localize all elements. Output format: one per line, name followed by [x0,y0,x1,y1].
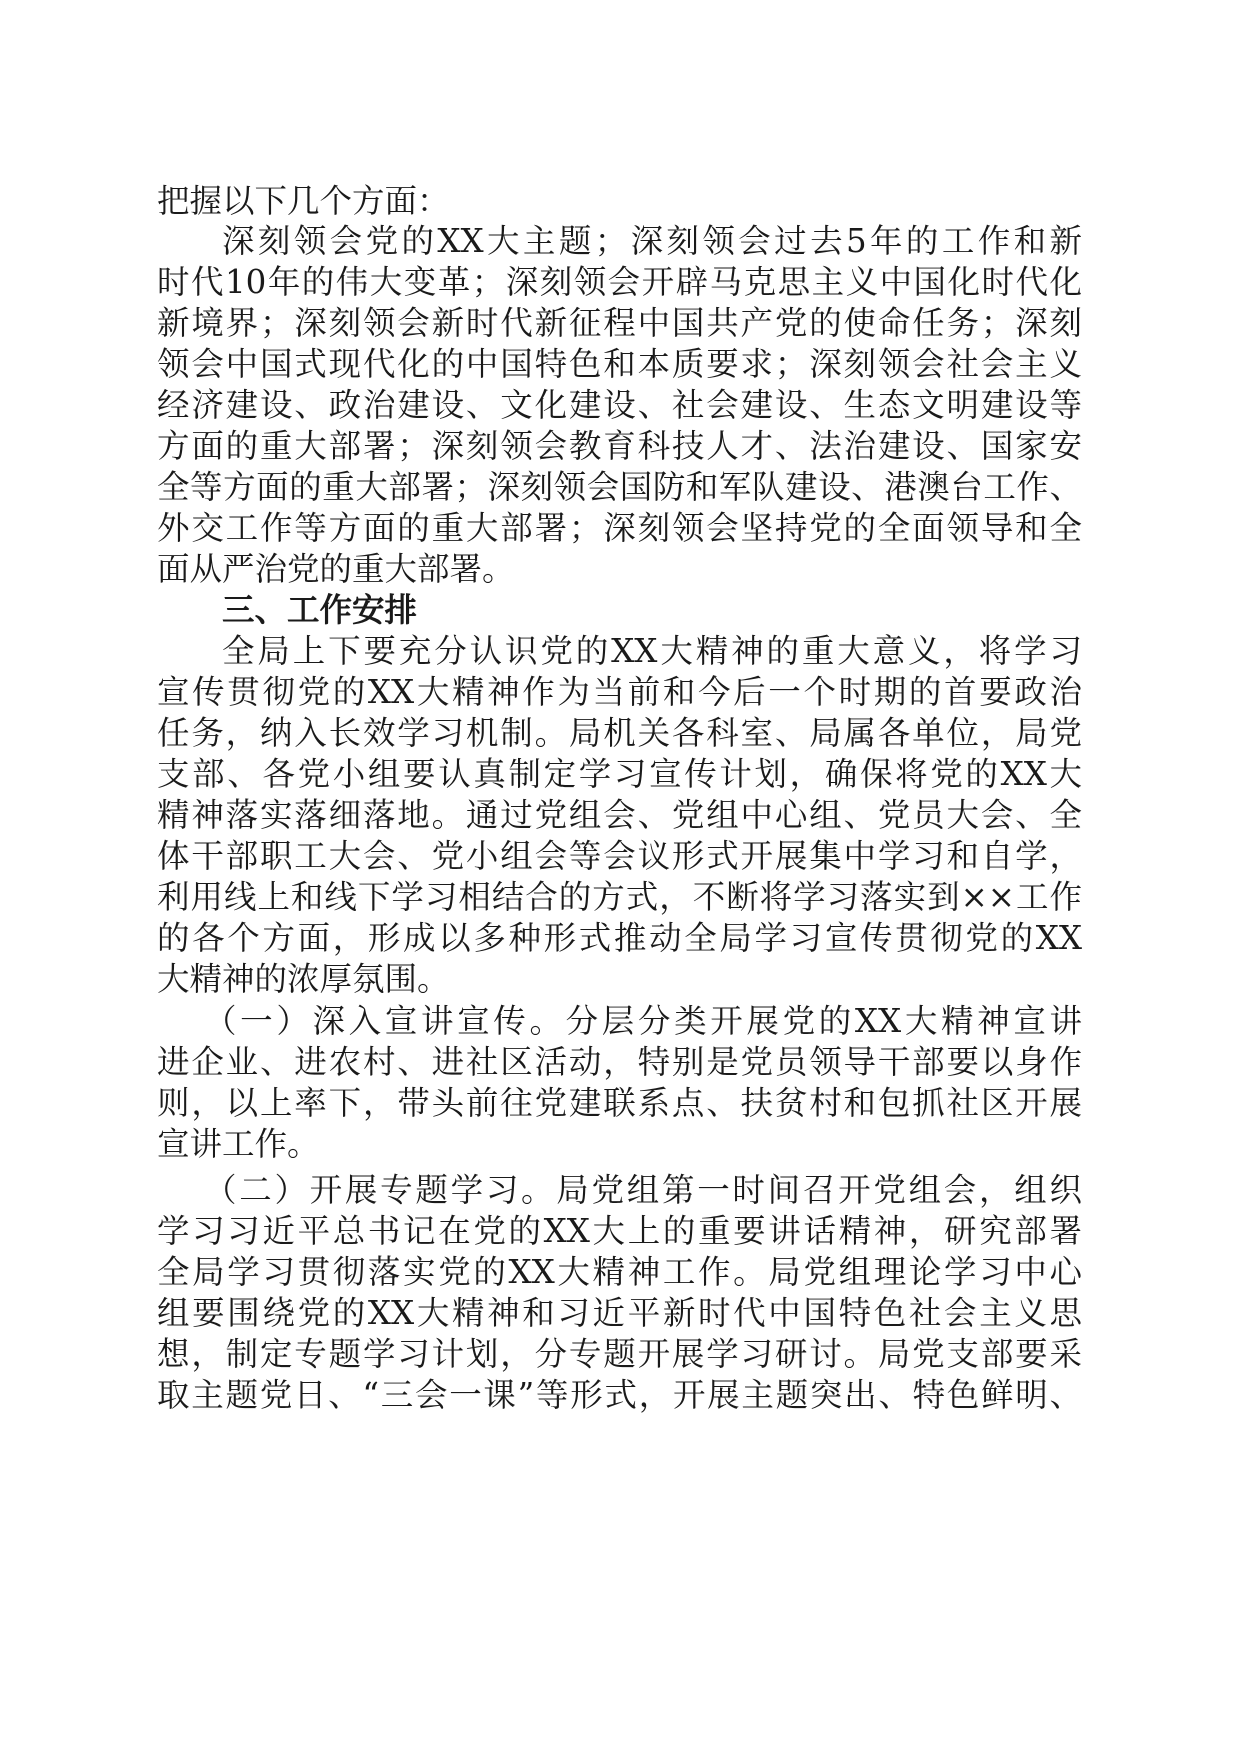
text-line: （二）开展专题学习。局党组第一时间召开党组会，组织 [204,1171,1082,1209]
text-line: 支部、各党小组要认真制定学习宣传计划，确保将党的XX大 [157,755,1082,793]
text-line: 方面的重大部署；深刻领会教育科技人才、法治建设、国家安 [157,427,1082,465]
text-line: 想，制定专题学习计划，分专题开展学习研讨。局党支部要采 [157,1335,1082,1373]
text-line: 深刻领会党的XX大主题；深刻领会过去5年的工作和新 [222,222,1082,260]
text-line: 时代10年的伟大变革；深刻领会开辟马克思主义中国化时代化 [157,263,1082,301]
text-line: 取主题党日、“三会一课”等形式，开展主题突出、特色鲜明、 [157,1376,1082,1414]
section-heading: 三、工作安排 [222,591,418,629]
text-line: 任务，纳入长效学习机制。局机关各科室、局属各单位，局党 [157,714,1082,752]
text-line: 宣讲工作。 [157,1125,320,1163]
text-line: 外交工作等方面的重大部署；深刻领会坚持党的全面领导和全 [157,509,1082,547]
text-line: 把握以下几个方面： [157,182,450,220]
text-line: 学习习近平总书记在党的XX大上的重要讲话精神，研究部署 [157,1212,1082,1250]
text-line: 面从严治党的重大部署。 [157,550,515,588]
text-line: 利用线上和线下学习相结合的方式，不断将学习落实到××工作 [157,878,1082,916]
text-line: 领会中国式现代化的中国特色和本质要求；深刻领会社会主义 [157,345,1082,383]
text-line: 全局上下要充分认识党的XX大精神的重大意义，将学习 [222,632,1082,670]
text-line: 精神落实落细落地。通过党组会、党组中心组、党员大会、全 [157,796,1082,834]
text-line: 经济建设、政治建设、文化建设、社会建设、生态文明建设等 [157,386,1082,424]
text-line: 进企业、进农村、进社区活动，特别是党员领导干部要以身作 [157,1043,1082,1081]
text-line: 则，以上率下，带头前往党建联系点、扶贫村和包抓社区开展 [157,1084,1082,1122]
text-line: 的各个方面，形成以多种形式推动全局学习宣传贯彻党的XX [157,919,1082,957]
text-line: 宣传贯彻党的XX大精神作为当前和今后一个时期的首要政治 [157,673,1082,711]
text-line: 大精神的浓厚氛围。 [157,960,450,998]
text-line: （一）深入宣讲宣传。分层分类开展党的XX大精神宣讲 [204,1002,1082,1040]
text-line: 全局学习贯彻落实党的XX大精神工作。局党组理论学习中心 [157,1253,1082,1291]
text-line: 全等方面的重大部署；深刻领会国防和军队建设、港澳台工作、 [157,468,1082,506]
text-line: 组要围绕党的XX大精神和习近平新时代中国特色社会主义思 [157,1294,1082,1332]
text-line: 体干部职工大会、党小组会等会议形式开展集中学习和自学， [157,837,1082,875]
text-line: 新境界；深刻领会新时代新征程中国共产党的使命任务；深刻 [157,304,1082,342]
